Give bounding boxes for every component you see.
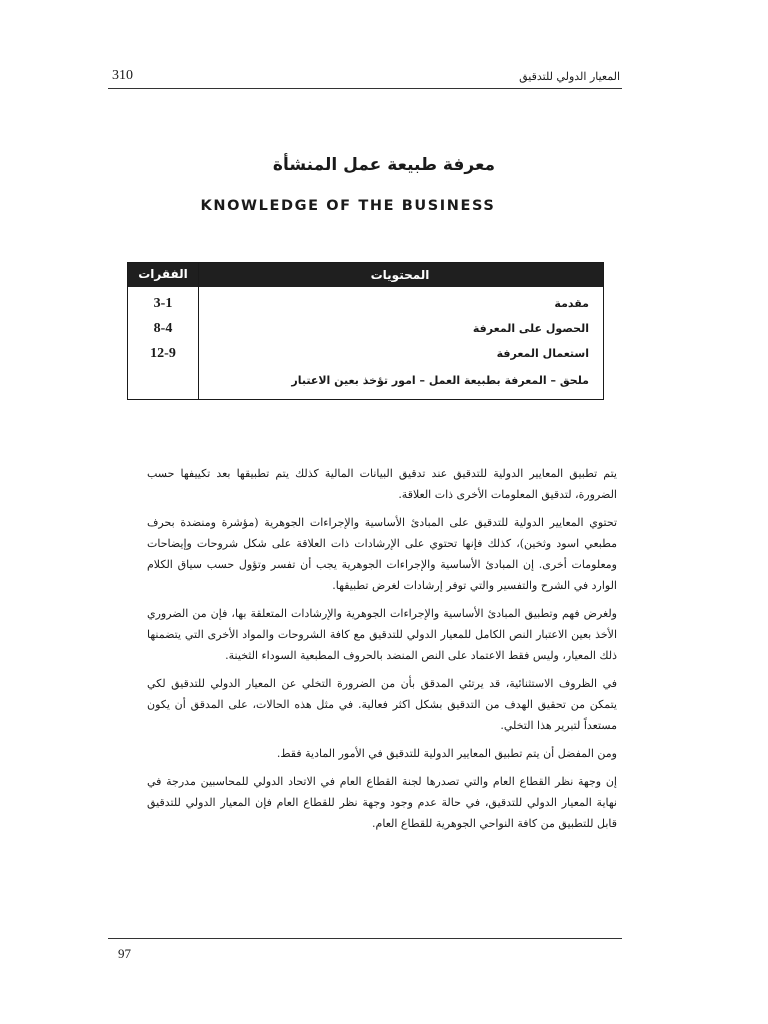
paragraph-range: 8-4 bbox=[153, 321, 173, 336]
contents-row bbox=[128, 316, 603, 342]
footer-rule bbox=[108, 938, 622, 939]
page-title-arabic: معرفة طبيعة عمل المنشأة bbox=[272, 155, 496, 175]
body-paragraph: ومن المفضل أن يتم تطبيق المعايير الدولية للتدقيق في الأمور المادية فقط. bbox=[276, 747, 617, 760]
paragraphs-header-label: الفقرات bbox=[138, 267, 188, 281]
body-text bbox=[147, 463, 617, 841]
contents-item: الحصول على المعرفة bbox=[472, 322, 589, 335]
contents-row bbox=[128, 291, 603, 317]
running-header: المعيار الدولي للتدقيق bbox=[519, 70, 620, 83]
contents-header-label: المحتويات bbox=[370, 268, 430, 282]
header-rule bbox=[108, 88, 622, 89]
contents-row bbox=[128, 368, 603, 394]
body-paragraph: ولغرض فهم وتطبيق المبادئ الأساسية والإجراءات الجوهرية والإرشادات المتعلقة بها، فإن من الضروري الأخذ بعين الاعتبار النص الكامل للمعيار الدولي للتدقيق مع كافة الشروحات والمواد الأخرى التي يتضمنها ذلك المعيار، وليس فقط الاعتماد على النص المنضد بالحروف المطبعية السوداء الثخينة. bbox=[147, 607, 617, 662]
paragraph-range: 3-1 bbox=[153, 296, 173, 311]
contents-row bbox=[128, 341, 603, 367]
paragraph-range: 12-9 bbox=[150, 346, 176, 361]
contents-table bbox=[127, 262, 604, 400]
contents-item: مقدمة bbox=[554, 297, 589, 310]
body-paragraph: تحتوي المعايير الدولية للتدقيق على المبادئ الأساسية والإجراءات الجوهرية (مؤشرة ومنضدة بحرف مطبعي اسود وثخين)، كذلك فإنها تحتوي على الإرشادات ذات العلاقة على شكل شروحات وإيضاحات ومعلومات أخرى. إن المبادئ الأساسية والإجراءات الجوهرية يجب أن تفسر وتؤول حسب سياق الكلام الوارد في الشرح والتفسير والتي توفر إرشادات لغرض تطبيقها. bbox=[147, 516, 617, 592]
body-paragraph: في الظروف الاستثنائية، قد يرتئي المدقق بأن من الضرورة التخلي عن المعيار الدولي للتدقيق لكي يتمكن من تحقيق الهدف من التدقيق بشكل اكثر فعالية. في مثل هذه الحالات، على المدقق أن يكون مستعداً لتبرير هذا التخلي. bbox=[147, 677, 617, 732]
page-number-top: 310 bbox=[112, 68, 133, 83]
body-paragraph: إن وجهة نظر القطاع العام والتي تصدرها لجنة القطاع العام في الاتحاد الدولي للمحاسبين مدرجة في نهاية المعيار الدولي للتدقيق، في حالة عدم وجود وجهة نظر للقطاع العام فإن المعيار الدولي للتدقيق قابل للتطبيق من كافة النواحي الجوهرية للقطاع العام. bbox=[147, 775, 617, 830]
contents-item: استعمال المعرفة bbox=[496, 347, 589, 360]
body-paragraph: يتم تطبيق المعايير الدولية للتدقيق عند تدقيق البيانات المالية كذلك يتم تطبيقها بعد تكييفها حسب الضرورة، لتدقيق المعلومات الأخرى ذات العلاقة. bbox=[147, 467, 617, 501]
page-title-english: KNOWLEDGE OF THE BUSINESS bbox=[200, 198, 496, 214]
page-number-bottom: 97 bbox=[118, 946, 131, 961]
contents-table-header bbox=[128, 263, 603, 287]
contents-item: ملحق – المعرفة بطبيعة العمل – امور تؤخذ بعين الاعتبار bbox=[291, 374, 589, 387]
